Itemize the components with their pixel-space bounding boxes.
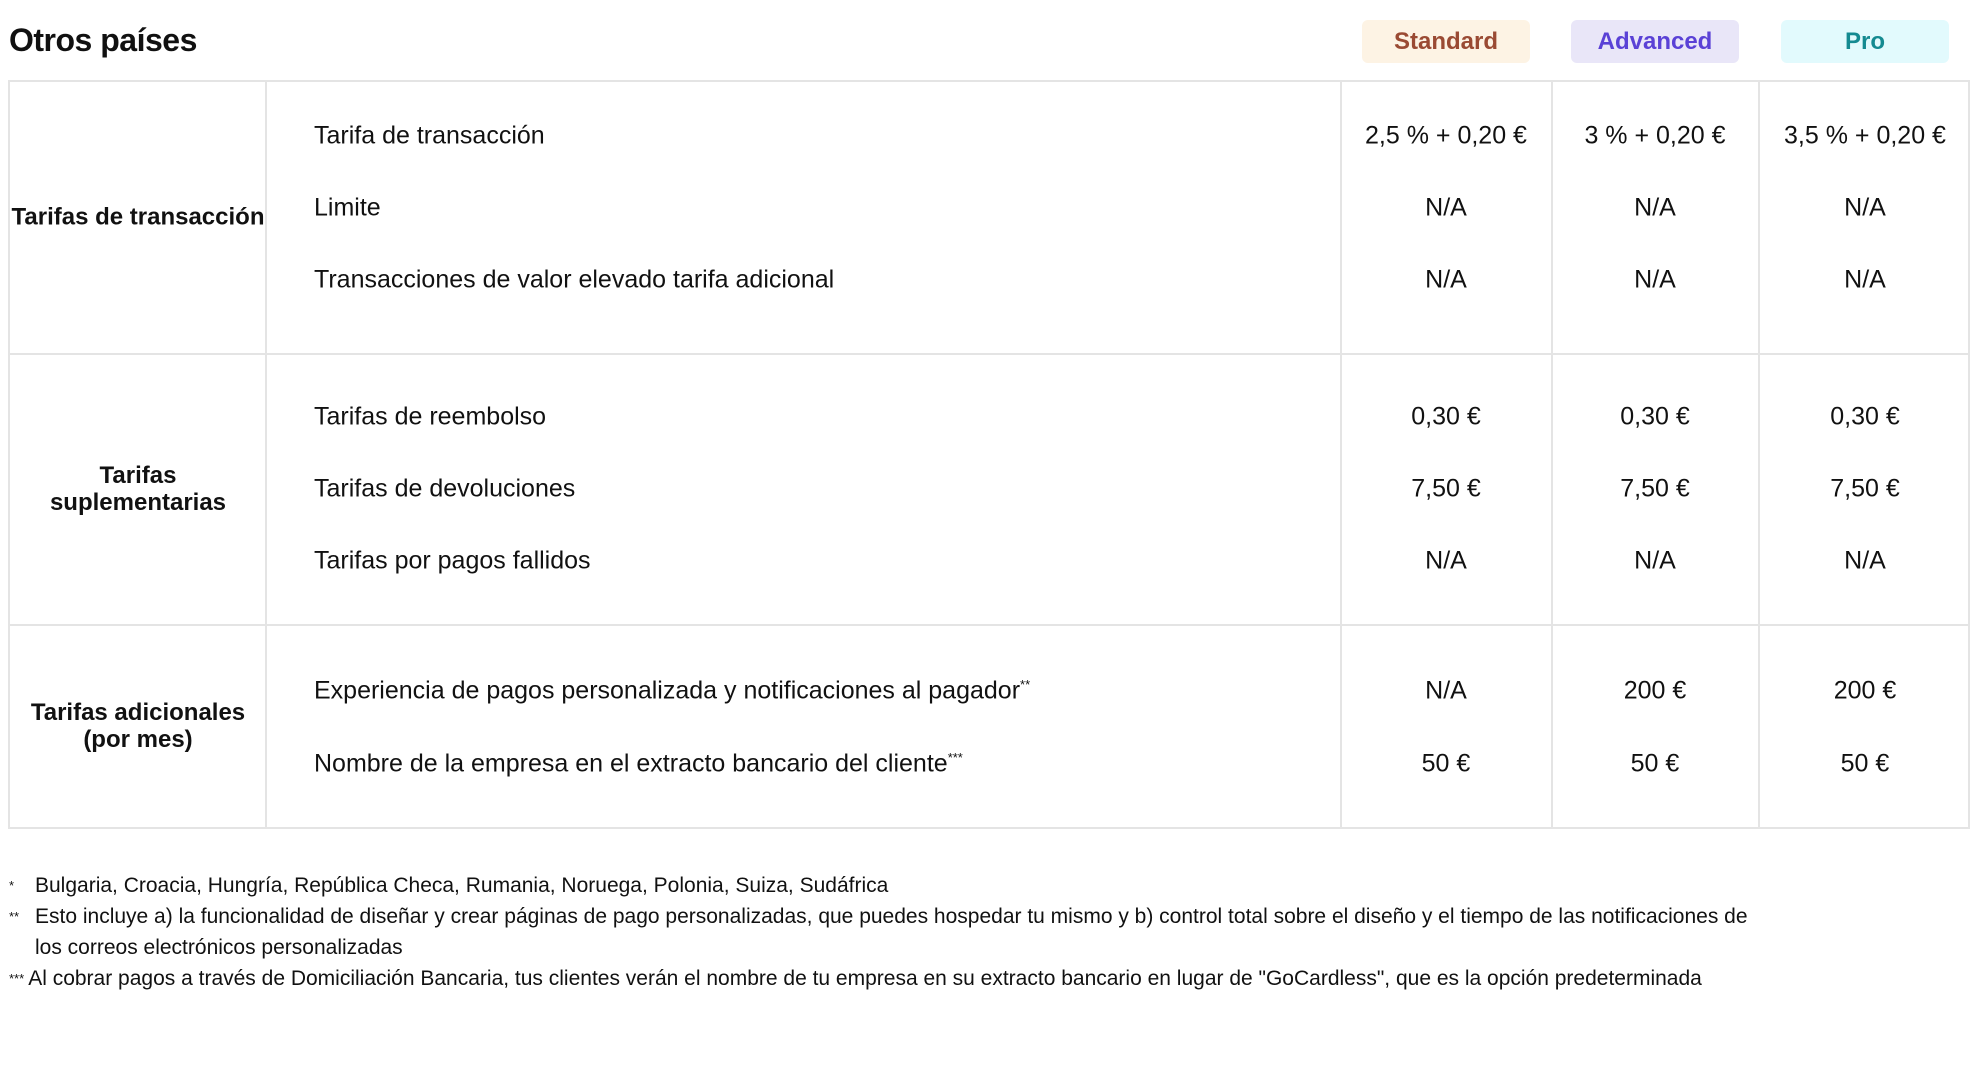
value-advanced: N/A [1634,193,1676,222]
value-pro: 50 € [1840,749,1890,778]
row-label [314,403,546,432]
footnote-mark: *** [9,971,25,986]
value-pro: N/A [1844,265,1886,294]
row-label-text: Tarifas de reembolso [314,402,547,431]
value-standard: 0,30 € [1411,402,1481,431]
row-label [314,677,1030,706]
row-label-text: Transacciones de valor elevado tarifa adicional [314,265,835,294]
value-pro: 0,30 € [1830,402,1900,431]
row-label [314,194,381,223]
value-standard: N/A [1425,265,1467,294]
footnotes [9,870,1769,994]
plan-badge-standard: Standard [1362,20,1530,63]
value-pro: 200 € [1833,676,1897,705]
row-label-text: Nombre de la empresa en el extracto bancario del cliente [314,749,948,778]
footnote-text: Esto incluye a) la funcionalidad de diseñar y crear páginas de pago personalizadas, que puedes hospedar tu mismo y b) control total sobre el diseño y el tiempo de las notificaciones de los correos electrónicos personalizadas [35,905,1748,959]
row-label [314,547,591,576]
row-label-text: Tarifas de devoluciones [314,474,576,503]
row-label-text: Tarifa de transacción [314,121,545,150]
value-pro: N/A [1844,546,1886,575]
value-advanced: 200 € [1623,676,1687,705]
group-label: Tarifas suplementarias [49,462,227,516]
plan-badge-advanced: Advanced [1571,20,1739,63]
footnote-text: Bulgaria, Croacia, Hungría, República Checa, Rumania, Noruega, Polonia, Suiza, Sudáfrica [35,874,889,897]
value-standard: 7,50 € [1411,474,1481,503]
row-label-text: Experiencia de pagos personalizada y notificaciones al pagador [314,676,1021,705]
footnote-ref: *** [947,750,963,766]
footnote-ref: ** [1020,677,1031,693]
divider [8,624,1970,626]
value-advanced: 3 % + 0,20 € [1584,121,1726,150]
footnote-mark: ** [9,909,20,924]
footnote [9,963,1729,994]
divider [1758,80,1760,829]
value-standard: N/A [1425,193,1467,222]
row-label [314,750,963,779]
footnote-mark: * [9,878,15,893]
row-label-text: Tarifas por pagos fallidos [314,546,591,575]
row-label [314,475,575,504]
value-pro: 7,50 € [1830,474,1900,503]
footnote-text: Al cobrar pagos a través de Domiciliación Bancaria, tus clientes verán el nombre de tu empresa en su extracto bancario en lugar de "GoCardless", que es la opción predeterminada [28,967,1702,990]
footnote [9,870,1769,901]
group-label: Tarifas de transacción [11,203,265,231]
footnote [9,901,1755,963]
value-advanced: N/A [1634,546,1676,575]
value-pro: 3,5 % + 0,20 € [1784,121,1946,150]
value-pro: N/A [1844,193,1886,222]
row-label [314,122,545,151]
value-standard: N/A [1425,676,1467,705]
divider [8,353,1970,355]
row-label-text: Limite [314,193,381,222]
divider [1551,80,1553,829]
value-standard: 50 € [1421,749,1471,778]
group-label: Tarifas adicionales (por mes) [30,699,246,753]
plan-badge-pro: Pro [1781,20,1949,63]
divider [1340,80,1342,829]
value-standard: N/A [1425,546,1467,575]
pricing-table [8,80,1970,829]
value-advanced: 7,50 € [1620,474,1690,503]
value-advanced: 0,30 € [1620,402,1690,431]
value-advanced: N/A [1634,265,1676,294]
value-standard: 2,5 % + 0,20 € [1365,121,1527,150]
page-title: Otros países [9,22,197,58]
row-label [314,266,834,295]
value-advanced: 50 € [1630,749,1680,778]
